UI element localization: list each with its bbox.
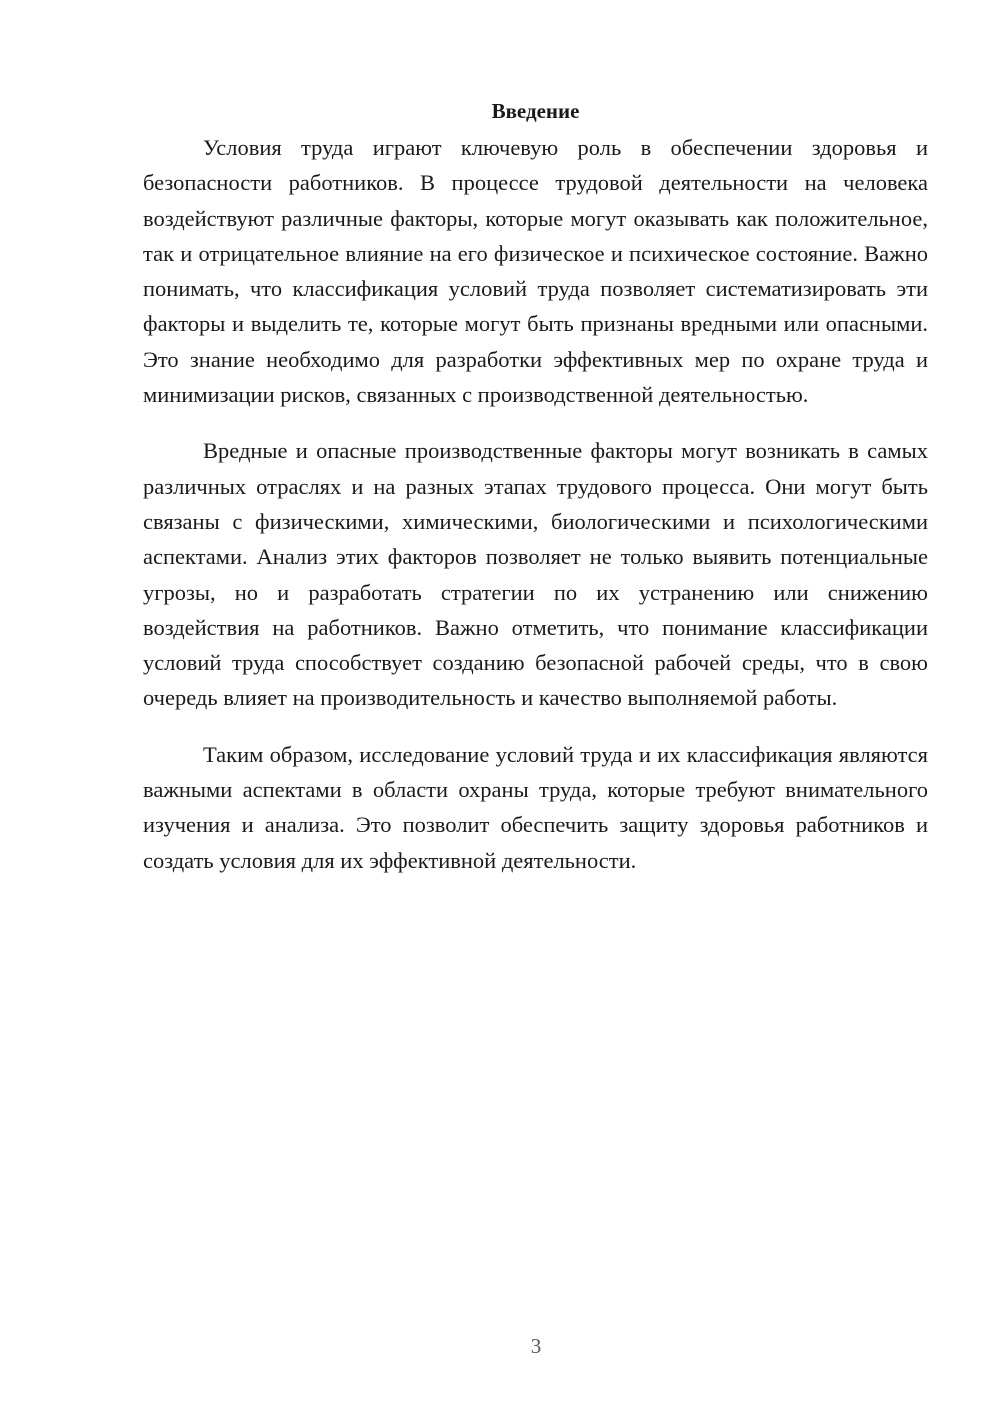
paragraph-1: Условия труда играют ключевую роль в обеспечении здоровья и безопасности работников. В процессе трудовой деятельности на человека воздействуют различные факторы, которые могут оказывать как положительное, так и отрицательное влияние на его физическое и психическое состояние. Важно понимать, что классификация условий труда позволяет систематизировать эти факторы и выделить те, которые могут быть признаны вредными или опасными. Это знание необходимо для разработки эффективных мер по охране труда и минимизации рисков, связанных с производственной деятельностью. [143,135,928,408]
section-heading: Введение [491,99,580,123]
paragraph-3: Таким образом, исследование условий труда и их классификация являются важными аспектами в области охраны труда, которые требуют внимательного изучения и анализа. Это позволит обеспечить защиту здоровья работников и создать условия для их эффективной деятельности. [143,741,928,873]
paragraph-2: Вредные и опасные производственные факторы могут возникать в самых различных отраслях и на разных этапах трудового процесса. Они могут быть связаны с физическими, химическими, биологическими и психологическими аспектами. Анализ этих факторов позволяет не только выявить потенциальные угрозы, но и разработать стратегии по их устранению или снижению воздействия на работников. Важно отметить, что понимание классификации условий труда способствует созданию безопасной рабочей среды, что в свою очередь влияет на производительность и качество выполняемой работы. [143,438,928,711]
page-number: 3 [530,1334,542,1358]
page-content [143,96,928,899]
